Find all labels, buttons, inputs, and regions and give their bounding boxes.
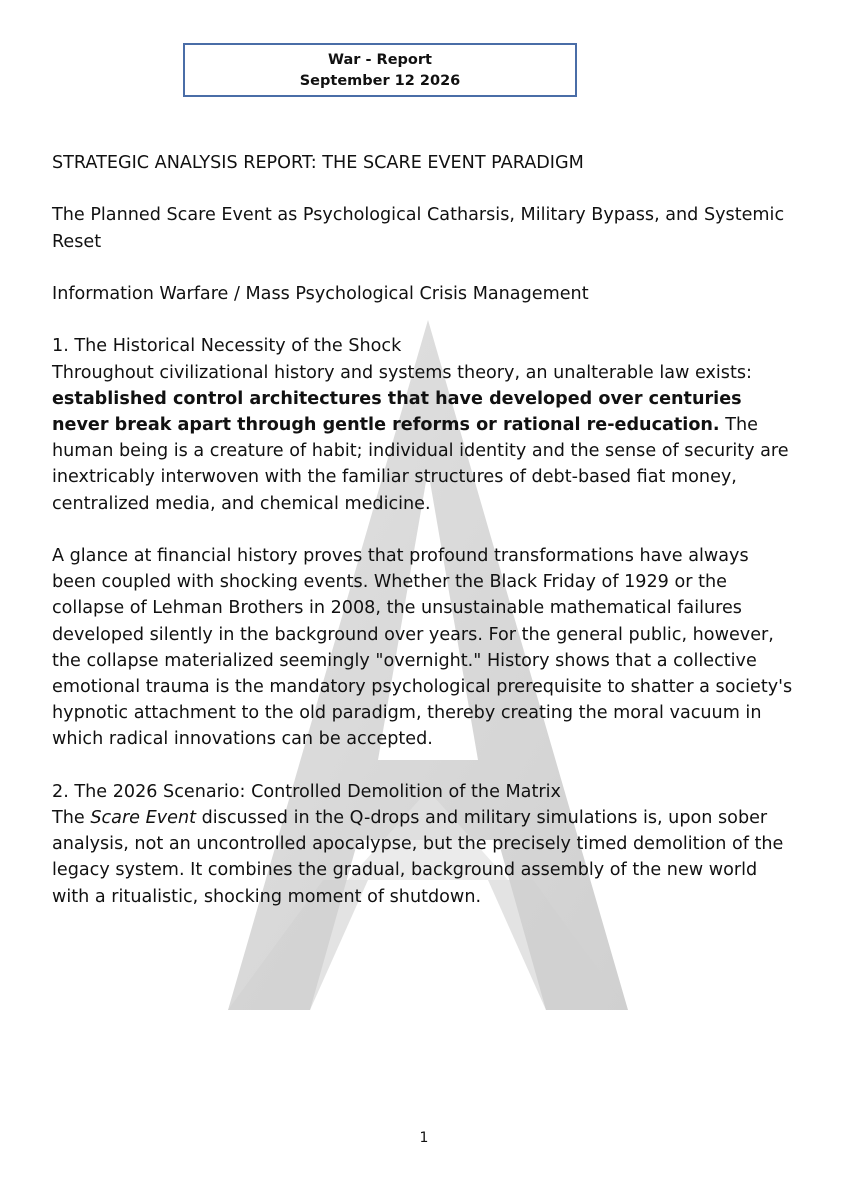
section-1-paragraph-2: A glance at financial history proves that profound transformations have always been coupled with shocking events. Whether the Black Friday of 1929 or the collapse of Lehman Brothers in 2008, the unsustainable mathematical failures developed silently in the background over years. For the general public, however, the collapse materialized seemingly "overnight." History shows that a collective emotional trauma is the mandatory psychological prerequisite to shatter a society's hypnotic attachment to the old paradigm, thereby creating the moral vacuum in which radical innovations can be accepted. xyxy=(52,545,793,750)
report-type-label: War - Report xyxy=(328,52,432,68)
report-header-box xyxy=(183,43,577,97)
section-2-paragraph-1-italic: Scare Event xyxy=(90,808,197,828)
section-1-heading: 1. The Historical Necessity of the Shock xyxy=(52,336,402,357)
report-date: September 12 2026 xyxy=(299,73,461,89)
document-category: Information Warfare / Mass Psychological Crisis Management xyxy=(52,283,589,304)
section-1-paragraph-1-intro: Throughout civilizational history and systems theory, an unalterable law exists: xyxy=(52,362,752,383)
document-subtitle: The Planned Scare Event as Psychological Catharsis, Military Bypass, and Systemic Reset xyxy=(52,205,785,252)
page-number: 1 xyxy=(419,1130,429,1146)
section-2-paragraph-1-intro: The xyxy=(52,808,91,828)
document-body xyxy=(52,150,797,936)
section-1-paragraph-1-rest: The human being is a creature of habit; individual identity and the sense of security are inextricably interwoven with the familiar structures of debt-based fiat money, centralized media, and chemical medicine. xyxy=(52,414,789,514)
document-title: STRATEGIC ANALYSIS REPORT: THE SCARE EVENT PARADIGM xyxy=(52,153,584,173)
section-2-heading: 2. The 2026 Scenario: Controlled Demolition of the Matrix xyxy=(52,781,561,802)
section-1 xyxy=(52,333,797,516)
section-2-paragraph-1-rest: discussed in the Q-drops and military simulations is, upon sober analysis, not an uncontrolled apocalypse, but the precisely timed demolition of the legacy system. It combines the gradual, background assembly of the new world with a ritualistic, shocking moment of shutdown. xyxy=(52,808,784,907)
section-2 xyxy=(52,779,797,910)
section-1-paragraph-1-bold: established control architectures that have developed over centuries never break apart through gentle reforms or rational re-education. xyxy=(52,388,742,435)
